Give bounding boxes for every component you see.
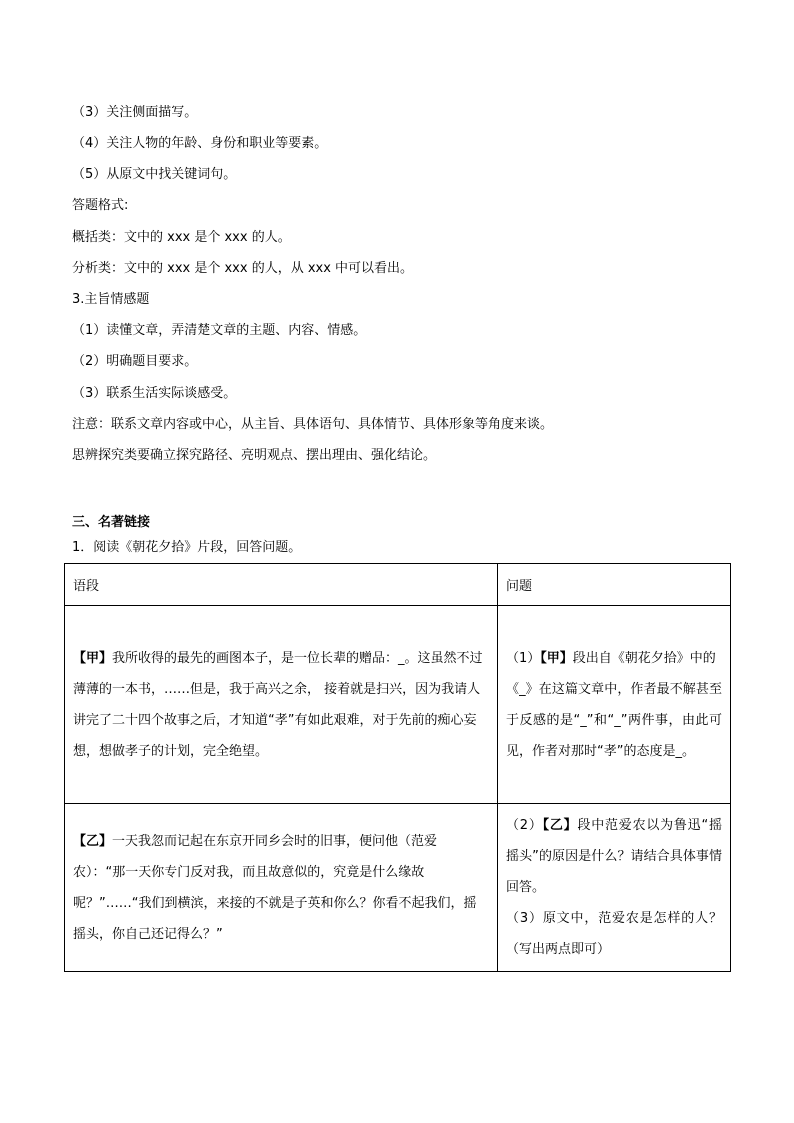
table-row [65, 606, 731, 804]
literature-table [64, 563, 731, 972]
passage-tag-jia: 【甲】 [73, 650, 113, 666]
text-line-summary-format: 概括类：文中的 xxx 是个 xxx 的人。 [72, 230, 291, 245]
text-line-critical-inquiry: 思辨探究类要确立探究路径、亮明观点、摆出理由、强化结论。 [72, 448, 437, 463]
text-line-focus-side-description: （3）关注侧面描写。 [72, 105, 198, 120]
text-line-theme-heading: 3.主旨情感题 [72, 292, 150, 307]
header-question: 问题 [498, 564, 731, 606]
passage-jia-text: 我所收得的最先的画图本子，是一位长辈的赠品：_。这虽然不过薄薄的一本书，……但是，我于高兴之余， 接着就是扫兴，因为我请人讲完了二十四个故事之后，才知道“孝”有如此艰难，对于先前的痴心妄想，想做孝子的计划，完全绝望。 [73, 650, 483, 759]
passage-yi-cell [65, 804, 498, 972]
table-row [65, 804, 731, 972]
text-line-answer-format: 答题格式: [72, 198, 129, 213]
question-2-text: 段中范爱农以为鲁迅“摇摇头”的原因是什么？请结合具体事情回答。 [506, 818, 722, 895]
question-2-tag: 【乙】 [542, 818, 578, 833]
text-line-attention-note: 注意：联系文章内容或中心，从主旨、具体语句、具体情节、具体形象等角度来谈。 [72, 417, 554, 432]
section-title: 三、名著链接 [72, 515, 151, 530]
question-1-text-b: 《_》在这篇文章中，作者最不解甚至于反感的是“_”和“_”两件事，由此可见，作者对那时“孝”的态度是_。 [506, 681, 722, 759]
question-1-number: （1） [506, 650, 541, 666]
table-header-row [65, 564, 731, 606]
passage-yi-text: 一天我忽而记起在东京开同乡会时的旧事，便问他（范爱农）：“那一天你专门反对我，而且故意似的，究竟是什么缘故呢？”……“我们到横滨，来接的不就是子英和你么？你看不起我们，摇摇头，你自己还记得么？” [73, 833, 477, 942]
header-passage: 语段 [65, 564, 498, 606]
question-cell-2 [498, 804, 731, 972]
question-cell-1 [498, 606, 731, 804]
text-line-read-article: （1）读懂文章，弄清楚文章的主题、内容、情感。 [72, 323, 367, 338]
question-3-text: （3）原文中，范爱农是怎样的人？（写出两点即可） [506, 911, 722, 957]
question-1-tag: 【甲】 [540, 650, 573, 666]
question-1-text-a: 段出自《朝花夕拾》中的 [572, 650, 716, 666]
passage-jia-cell [65, 606, 498, 804]
text-line-find-keywords: （5）从原文中找关键词句。 [72, 167, 237, 182]
text-line-focus-character-attributes: （4）关注人物的年龄、身份和职业等要素。 [72, 136, 328, 151]
question-prompt: 1．阅读《朝花夕拾》片段，回答问题。 [72, 540, 302, 555]
passage-tag-yi: 【乙】 [73, 833, 113, 849]
question-2-number: （2） [506, 818, 543, 833]
text-line-analysis-format: 分析类：文中的 xxx 是个 xxx 的人，从 xxx 中可以看出。 [72, 261, 414, 276]
text-line-connect-life: （3）联系生活实际谈感受。 [72, 386, 237, 401]
text-line-clarify-requirements: （2）明确题目要求。 [72, 354, 198, 369]
